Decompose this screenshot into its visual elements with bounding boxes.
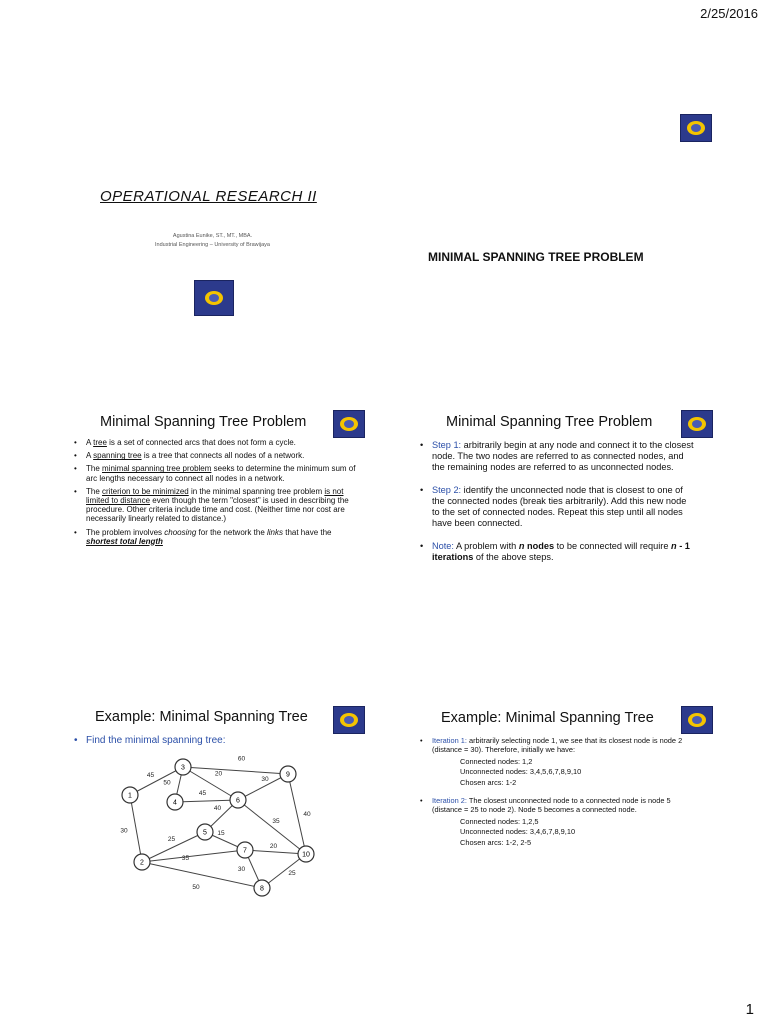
university-logo [681,706,713,734]
bullet-tree: • A tree is a set of connected arcs that does not form a cycle. [74,438,359,447]
arc-weight-2-8: 50 [192,884,200,891]
university-logo [333,706,365,734]
author-block [135,232,290,250]
slide4-title: Minimal Spanning Tree Problem [446,414,653,430]
bullet-criterion: • The criterion to be minimized in the minimal spanning tree problem is not limited to distance even though the term "closest" is used in describing the procedure. Other criteria include time and cost. (Neither time nor cost are necessarily linearly related to distance.) [74,487,359,524]
arc-weight-5-7: 15 [217,830,225,837]
iteration-2-state: Connected nodes: 1,2,5 Unconnected nodes: 3,4,6,7,8,9,10 Chosen arcs: 1-2, 2-5 [460,816,576,848]
bullet-choosing: • The problem involves choosing for the network the links that have the shortest total length [74,528,359,546]
author-name: Agustina Eunike, ST., MT., MBA. [172,233,253,239]
arc-1-3 [130,764,185,795]
node-label-10: 10 [302,851,310,859]
arc-weight-4-6: 45 [198,790,207,797]
arc-weight-6-5: 40 [213,805,222,812]
iteration-1-state: Connected nodes: 1,2 Unconnected nodes: 3,4,5,6,7,8,9,10 Chosen arcs: 1-2 [460,756,582,788]
bullet-mst-problem: • The minimal spanning tree problem seeks to determine the minimum sum of arc lengths necessary to connect all nodes in a network. [74,464,359,482]
author-affiliation: Industrial Engineering – University of Brawijaya [155,241,270,248]
slide5-title: Example: Minimal Spanning Tree [95,709,308,725]
slide6-body [420,737,695,853]
arc-weight-2-7: 35 [181,855,190,862]
slide3-title: Minimal Spanning Tree Problem [100,414,307,430]
arc-2-7 [142,847,247,862]
bullet-note: • Note: A problem with n nodes to be connected will require n - 1 iterations of the above steps. [420,541,695,563]
arc-weight-7-8: 30 [237,866,246,873]
slide5-bullet: • Find the minimal spanning tree: [74,735,226,750]
slide2-title: MINIMAL SPANNING TREE PROBLEM [428,250,644,264]
network-diagram [110,750,320,900]
node-label-1: 1 [128,792,132,800]
slide4-body [420,440,695,575]
arc-1-2 [128,792,142,862]
university-logo [333,410,365,438]
arc-weight-6-10: 35 [272,818,280,825]
arc-3-9 [181,764,288,774]
node-label-4: 4 [173,799,177,807]
arc-weight-5-2: 25 [167,836,176,843]
arc-weight-7-10: 20 [269,843,278,850]
arc-weight-3-6: 20 [214,770,223,778]
arc-weight-6-9: 30 [261,776,269,783]
arc-4-6 [175,800,238,802]
bullet-step1: • Step 1: arbitrarily begin at any node and connect it to the closest node. The two nodes are referred to as connected nodes, and the remaining nodes are referred to as unconnected nodes. [420,440,695,473]
node-label-6: 6 [236,797,240,805]
node-label-2: 2 [140,859,144,867]
bullet-iteration-1: • Iteration 1: arbitrarily selecting node 1, we see that its closest node is node 2 (distance = 30). Therefore, initially we have: Connected nodes: 1,2 Unconnected nodes: 3,4,5,6,7,8,9,10 Chosen arcs: 1-2 [420,737,695,789]
network-nodes [122,759,314,896]
network-arcs [130,764,306,888]
node-label-5: 5 [203,829,207,837]
arc-7-10 [243,847,306,855]
node-label-7: 7 [243,847,247,855]
university-logo [680,114,712,142]
arc-weight-3-4: 50 [163,779,171,787]
node-label-9: 9 [286,771,290,779]
slide3-body [74,438,359,550]
node-label-8: 8 [260,885,264,893]
arc-weight-8-10: 25 [288,870,296,877]
arc-weight-9-10: 40 [303,811,311,818]
arc-3-6 [181,764,238,800]
node-label-3: 3 [181,764,185,772]
page-number: 1 [745,1001,754,1018]
university-logo [194,280,234,316]
bullet-iteration-2: • Iteration 2: The closest unconnected node to a connected node is node 5 (distance = 25 to node 2). Node 5 becomes a connected node. Connected nodes: 1,2,5 Unconnected nodes: 3,4,6,7,8,9,10 Chosen arcs: 1-2, 2-5 [420,797,695,849]
course-title: OPERATIONAL RESEARCH II [100,188,317,205]
page-date: 2/25/2016 [700,6,758,21]
arc-weight-3-9: 60 [237,755,246,763]
slide6-title: Example: Minimal Spanning Tree [441,710,654,726]
arc-weight-1-2: 30 [120,827,128,835]
bullet-step2: • Step 2: identify the unconnected node that is closest to one of the connected nodes (break ties arbitrarily). Add this new node to the set of connected nodes. Repeat this step until all nodes have been connected. [420,485,695,529]
bullet-spanning-tree: • A spanning tree is a tree that connects all nodes of a network. [74,451,359,460]
arc-weight-1-3: 45 [146,772,155,779]
university-logo [681,410,713,438]
